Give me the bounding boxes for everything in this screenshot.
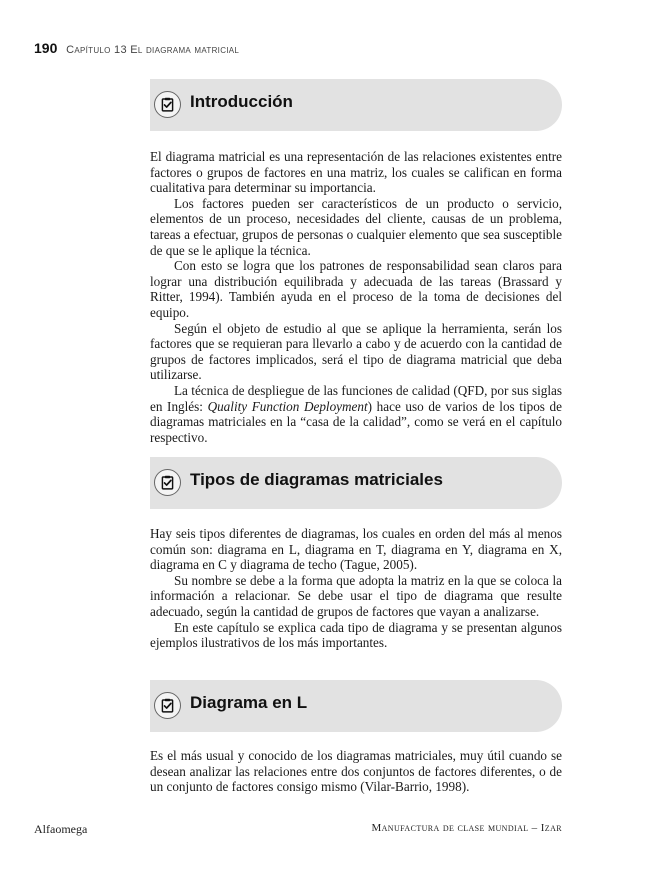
publisher-name: Alfaomega <box>34 822 88 836</box>
clipboard-check-icon <box>154 692 181 719</box>
section-header-tipos <box>150 457 562 509</box>
paragraph-qfd <box>150 383 562 445</box>
section-header-diagrama-l <box>150 680 562 732</box>
section-body-introduccion <box>150 149 562 445</box>
section-body-tipos <box>150 526 562 651</box>
paragraph: Con esto se logra que los patrones de responsabilidad sean claros para lograr una distribución equilibrada y adecuada de las tareas (Brassard y Ritter, 1994). También ayuda en el proceso de la toma de decisiones del equipo. <box>150 258 562 320</box>
paragraph: Es el más usual y conocido de los diagramas matriciales, muy útil cuando se desean analizar las relaciones entre dos conjuntos de factores diferentes, o de un conjunto de factores consigo mismo (Vilar-Barrio, 1998). <box>150 748 562 795</box>
section-title: Diagrama en L <box>190 693 308 712</box>
book-title-author: Manufactura de clase mundial – Izar <box>371 822 562 834</box>
paragraph: Los factores pueden ser característicos de un producto o servicio, elementos de un proceso, necesidades del cliente, causas de un problema, tareas a efectuar, grupos de personas o cualquier elemento que sea susceptible de que se le aplique la técnica. <box>150 195 562 258</box>
running-header <box>34 40 239 56</box>
paragraph: Hay seis tipos diferentes de diagramas, los cuales en orden del más al menos común son: diagrama en L, diagrama en T, diagrama en Y, diagrama en X, diagrama en C y diagrama de techo (Tague, 2005). <box>150 526 562 573</box>
italic-term: Quality Function Deployment <box>207 398 368 414</box>
page-number: 190 <box>34 40 58 56</box>
paragraph: En este capítulo se explica cada tipo de diagrama y se presentan algunos ejemplos ilustrativos de los más importantes. <box>150 619 562 651</box>
section-title: Introducción <box>190 92 293 111</box>
clipboard-check-icon <box>154 469 181 496</box>
paragraph: Su nombre se debe a la forma que adopta la matriz en la que se coloca la información a relacionar. Se debe usar el tipo de diagrama que resulte adecuado, según la cantidad de grupos de factores que vayan a analizarse. <box>150 572 562 619</box>
paragraph: Según el objeto de estudio al que se aplique la herramienta, serán los factores que se requieran para llevarlo a cabo y de acuerdo con la cantidad de grupos de factores implicados, será el tipo de diagrama matricial que deba utilizarse. <box>150 320 562 383</box>
clipboard-check-icon <box>154 91 181 118</box>
chapter-title: Capítulo 13 El diagrama matricial <box>66 44 240 56</box>
paragraph: El diagrama matricial es una representación de las relaciones existentes entre factores o grupos de factores en una matriz, los cuales se califican en forma cualitativa para determinar su importancia. <box>150 149 562 196</box>
section-body-diagrama-l <box>150 748 562 795</box>
text-run: ) hace uso de varios de los tipos de diagramas matriciales en la “casa de la calidad”, como se verá en el capítulo respectivo. <box>150 398 562 445</box>
text-run: La técnica de despliegue de las funciones de calidad (QFD, por sus siglas en Inglés: <box>150 382 562 414</box>
section-header-introduccion <box>150 79 562 131</box>
section-title: Tipos de diagramas matriciales <box>190 470 443 489</box>
